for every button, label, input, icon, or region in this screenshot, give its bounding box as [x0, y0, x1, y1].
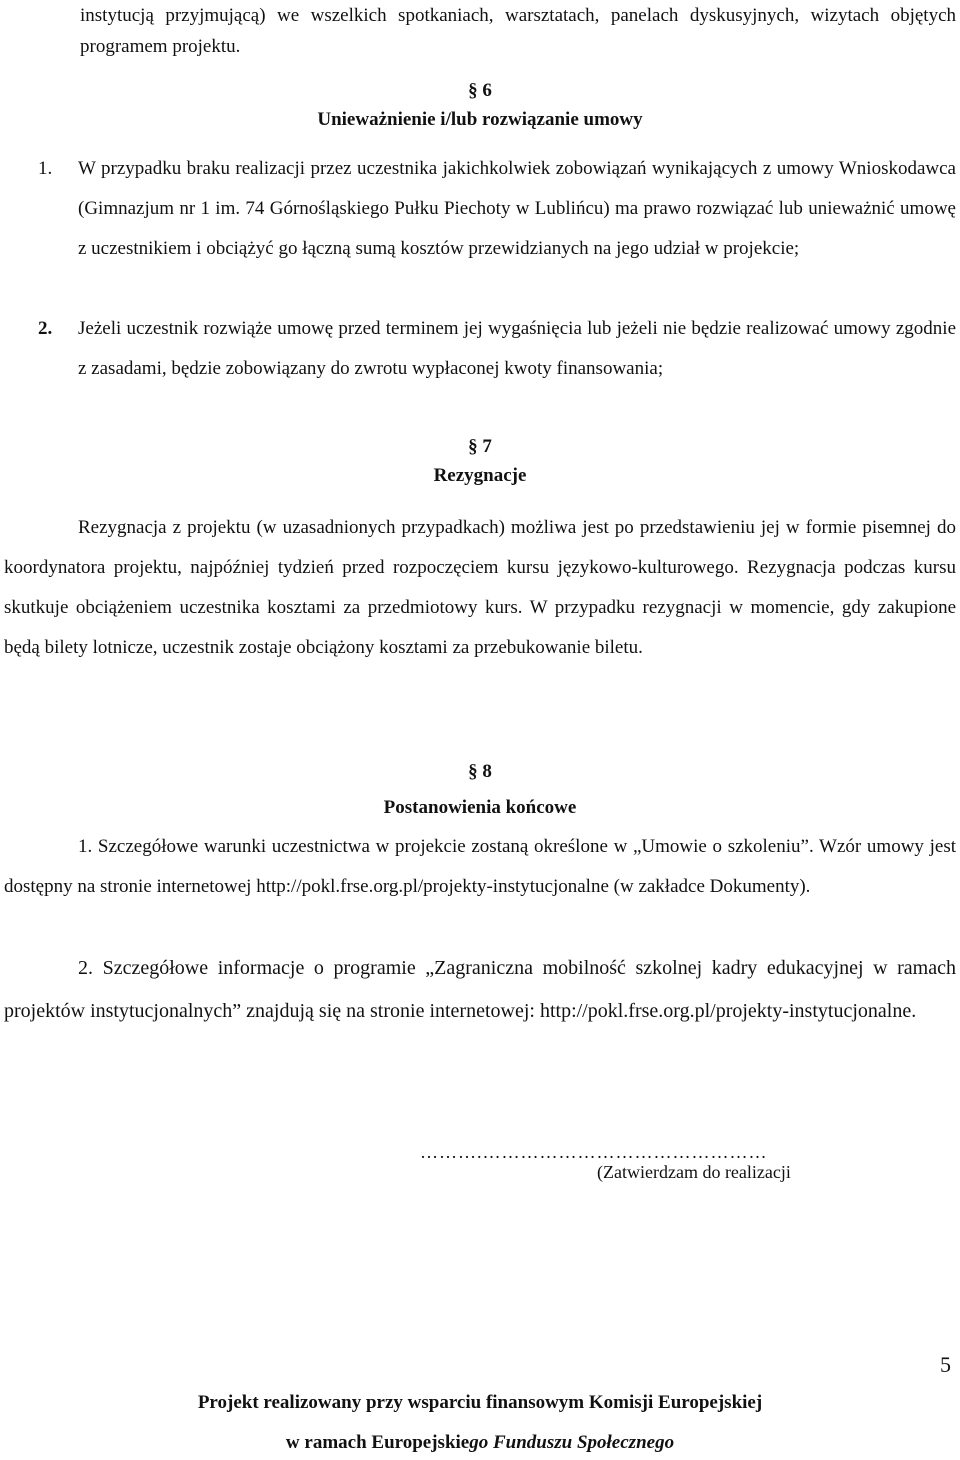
- footer-line-1: Projekt realizowany przy wsparciu finansowym Komisji Europejskiej: [197, 1392, 763, 1413]
- section-6-heading: [0, 76, 960, 134]
- section-7-paragraph: Rezygnacja z projektu (w uzasadnionych przypadkach) możliwa jest po przedstawieniu jej w formie pisemnej do koordynatora projektu, najpóźniej tydzień przed rozpoczęciem kursu językowo-kulturowego. Rezygnacja podczas kursu skutkuje obciążeniem uczestnika kosztami za przedmiotowy kurs. W przypadku rezygnacji w momencie, gdy zakupione będą bilety lotnicze, uczestnik zostaje obciążony kosztami za przebukowanie biletu.: [4, 517, 956, 658]
- section-8-number: § 8: [468, 761, 492, 782]
- intro-paragraph: instytucją przyjmującą) we wszelkich spotkaniach, warsztatach, panelach dyskusyjnych, wizytach objętych programem projektu.: [80, 5, 956, 57]
- section-8-title: Postanowienia końcowe: [383, 797, 577, 818]
- footer-line-2: [0, 1432, 960, 1454]
- signature-caption: (Zatwierdzam do realizacji: [597, 1162, 791, 1182]
- section-6-title: Unieważnienie i/lub rozwiązanie umowy: [317, 109, 643, 130]
- section-6-item-2: [38, 309, 956, 389]
- section-6-item-1: [38, 149, 956, 269]
- section-8-heading: [0, 754, 960, 826]
- section-8-item-1: 1. Szczegółowe warunki uczestnictwa w projekcie zostaną określone w „Umowie o szkoleniu”. Wzór umowy jest dostępny na stronie internetowej http://pokl.frse.org.pl/projekty-instytucjonalne (w zakładce Dokumenty).: [4, 836, 956, 897]
- item-number: 2.: [38, 318, 53, 339]
- footer-line-2-italic: go Funduszu Społecznego: [469, 1432, 675, 1453]
- item-number: 1.: [38, 158, 53, 179]
- item-text: Jeżeli uczestnik rozwiąże umowę przed terminem jej wygaśnięcia lub jeżeli nie będzie realizować umowy zgodnie z zasadami, będzie zobowiązany do zwrotu wypłaconej kwoty finansowania;: [78, 318, 956, 379]
- section-8-item-2: 2. Szczegółowe informacje o programie „Zagraniczna mobilność szkolnej kadry edukacyjnej w ramach projektów instytucjonalnych” znajdują się na stronie internetowej: http://pokl.frse.org.pl/projekty-instytucjonalne.: [4, 957, 956, 1022]
- section-7-heading: [0, 432, 960, 490]
- page-number: 5: [940, 1352, 951, 1377]
- signature-dots: ……….………………………………………: [420, 1142, 768, 1162]
- section-6-number: § 6: [468, 80, 492, 101]
- section-7-title: Rezygnacje: [433, 465, 527, 486]
- item-text: W przypadku braku realizacji przez uczestnika jakichkolwiek zobowiązań wynikających z umowy Wnioskodawca (Gimnazjum nr 1 im. 74 Górnośląskiego Pułku Piechoty w Lublińcu) ma prawo rozwiązać lub unieważnić umowę z uczestnikiem i obciążyć go łączną sumą kosztów przewidzianych na jego udział w projekcie;: [78, 158, 956, 259]
- section-7-number: § 7: [468, 436, 492, 457]
- footer-line-2-plain: w ramach Europejskie: [285, 1432, 470, 1453]
